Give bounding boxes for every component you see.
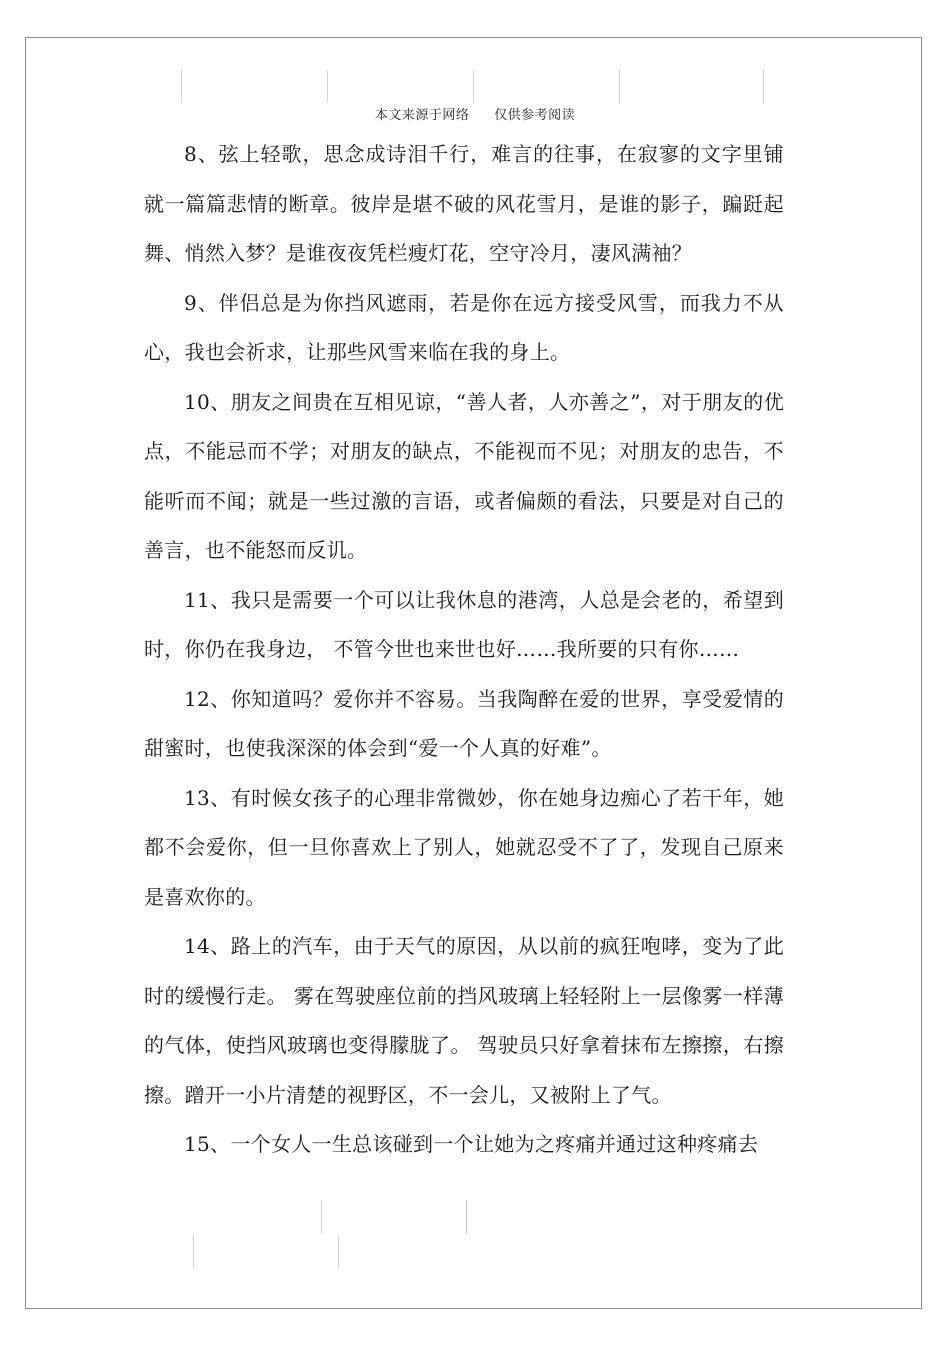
- paragraph-9: 9、伴侣总是为你挡风遮雨，若是你在远方接受风雪，而我力不从心，我也会祈求，让那些风雪来临在我的身上。: [144, 290, 784, 364]
- paragraph-10: 10、朋友之间贵在互相见谅，“善人者，人亦善之”，对于朋友的优点，不能忌而不学；对朋友的缺点，不能视而不见；对朋友的忠告，不能听而不闻；就是一些过激的言语，或者偏颇的看法，只要是对自己的善言，也不能怒而反讥。: [144, 389, 784, 562]
- decorative-rule: [181, 70, 182, 103]
- paragraph-14: 14、路上的汽车，由于天气的原因，从以前的疯狂咆哮，变为了此时的缓慢行走。 雾在驾驶座位前的挡风玻璃上轻轻附上一层像雾一样薄的气体，使挡风玻璃也变得朦胧了。 驾驶员只好拿着抹布左擦擦，右擦擦。蹭开一小片清楚的视野区，不一会儿，又被附上了气。: [144, 934, 784, 1107]
- decorative-rule: [321, 1200, 322, 1233]
- paragraph-15: 15、一个女人一生总该碰到一个让她为之疼痛并通过这种疼痛去: [184, 1132, 759, 1156]
- source-note: 本文来源于网络: [374, 108, 470, 123]
- document-body: [144, 130, 784, 1170]
- paragraph-11: 11、我只是需要一个可以让我休息的港湾，人总是会老的，希望到时，你仍在我身边， 不管今世也来世也好……我所要的只有你……: [144, 587, 784, 661]
- reference-note: 仅供参考阅读: [494, 108, 576, 123]
- decorative-rule: [338, 1235, 339, 1268]
- decorative-rule: [619, 70, 620, 103]
- decorative-rule: [466, 1200, 467, 1233]
- paragraph-13: 13、有时候女孩子的心理非常微妙，你在她身边痴心了若干年，她都不会爱你，但一旦你喜欢上了别人，她就忍受不了了，发现自己原来是喜欢你的。: [144, 785, 784, 909]
- header-note: [0, 104, 950, 123]
- decorative-rule: [473, 70, 474, 103]
- paragraph-8: 8、弦上轻歌，思念成诗泪千行，难言的往事，在寂寥的文字里铺就一篇篇悲情的断章。彼岸是堪不破的风花雪月，是谁的影子，蹁跹起舞、悄然入梦？是谁夜夜凭栏瘦灯花，空守冷月，凄风满袖？: [144, 142, 784, 265]
- paragraph-12: 12、你知道吗？爱你并不容易。当我陶醉在爱的世界，享受爱情的甜蜜时，也使我深深的体会到“爱一个人真的好难”。: [144, 686, 784, 760]
- decorative-rule: [193, 1235, 194, 1268]
- decorative-rule: [763, 70, 764, 103]
- decorative-rule: [327, 70, 328, 103]
